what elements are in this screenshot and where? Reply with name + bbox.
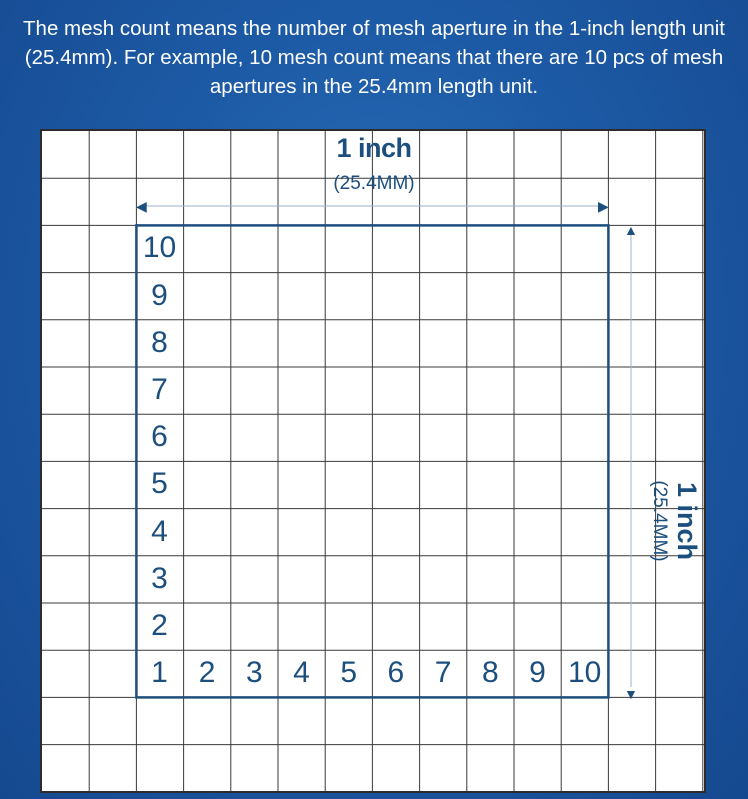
row-number: 10 xyxy=(142,231,177,265)
column-number: 8 xyxy=(481,656,499,690)
row-number: 2 xyxy=(151,609,168,642)
top-dimension-title: 1 inch xyxy=(336,133,412,163)
mesh-grid xyxy=(42,131,706,793)
up-arrow-icon: ▲ xyxy=(624,222,638,238)
left-arrow-icon: ◀ xyxy=(136,198,147,214)
side-dimension-title: 1 inch xyxy=(672,481,702,561)
column-number: 3 xyxy=(245,656,263,690)
row-number: 1 xyxy=(151,656,168,690)
side-dimension xyxy=(642,421,702,621)
row-number: 6 xyxy=(151,420,168,454)
column-number: 7 xyxy=(434,656,452,690)
row-number: 9 xyxy=(151,278,168,312)
row-number: 8 xyxy=(151,325,168,359)
mesh-description: The mesh count means the number of mesh aperture in the 1-inch length unit (25.4mm). For example, 10 mesh count means that there are 10 pcs of mesh apertures in the 25.4mm length unit. xyxy=(23,17,725,98)
column-number: 4 xyxy=(293,656,310,690)
row-number: 7 xyxy=(151,373,168,406)
column-number: 10 xyxy=(568,656,602,690)
column-number: 6 xyxy=(387,656,405,690)
row-number: 5 xyxy=(151,467,168,501)
down-arrow-icon: ▼ xyxy=(624,686,638,702)
column-number: 9 xyxy=(529,656,546,690)
top-dimension-subtitle: (25.4MM) xyxy=(333,173,415,194)
row-number: 4 xyxy=(151,514,168,548)
right-arrow-icon: ▶ xyxy=(598,198,609,214)
side-dimension-subtitle: (25.4MM) xyxy=(649,480,670,562)
column-number: 5 xyxy=(340,656,358,690)
row-number: 3 xyxy=(151,561,168,595)
column-number: 2 xyxy=(198,656,216,690)
mesh-grid-diagram xyxy=(40,129,706,793)
